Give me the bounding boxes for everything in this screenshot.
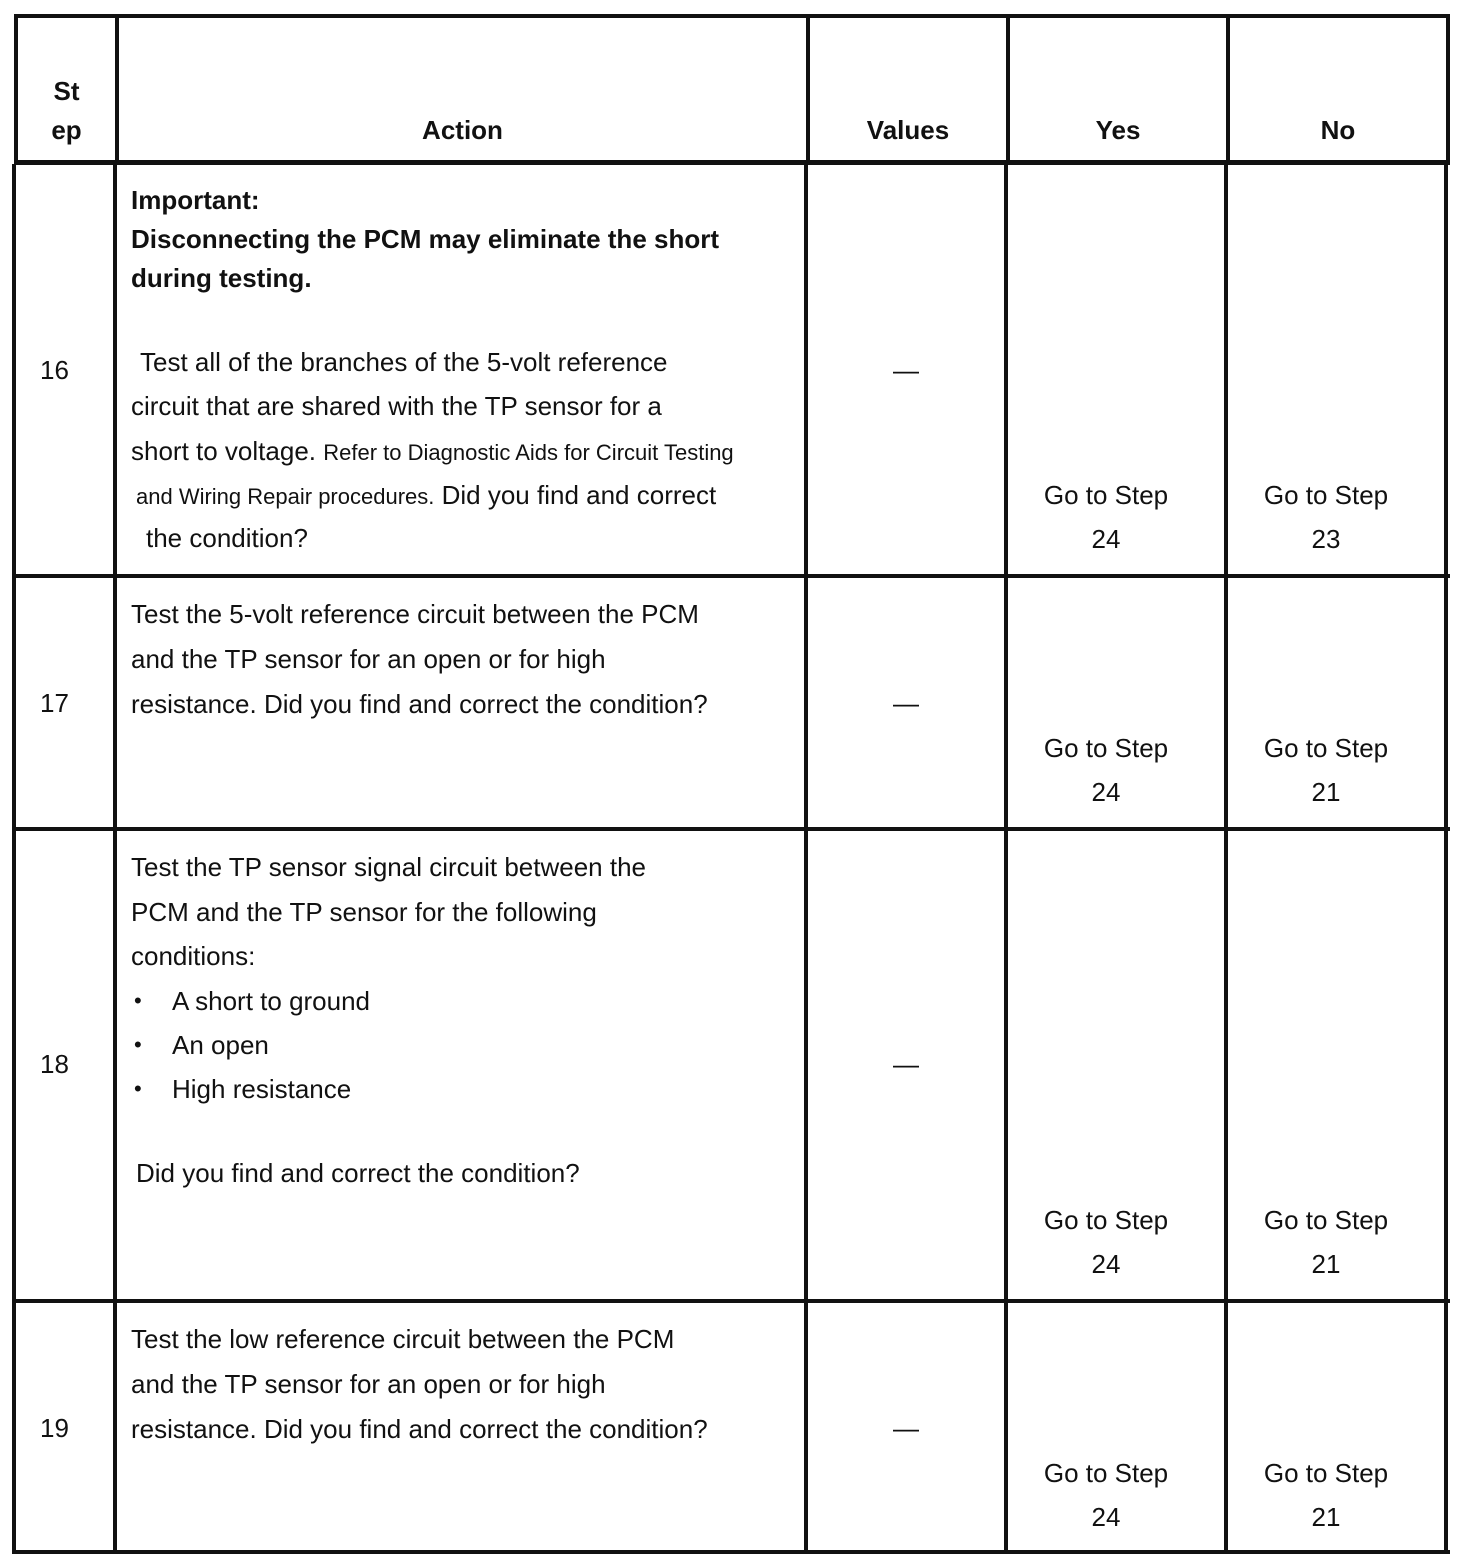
- action-text-line: Test the low reference circuit between the PCM: [131, 1324, 675, 1354]
- action-text-segment: Did you find and correct: [441, 480, 717, 510]
- action-text-line: the condition?: [146, 523, 308, 553]
- step-number: 18: [40, 1049, 69, 1079]
- bullet-marker: •: [134, 1032, 142, 1057]
- value-dash: —: [893, 1049, 919, 1079]
- value-dash: —: [893, 355, 919, 385]
- bullet-item: An open: [172, 1030, 269, 1060]
- no-step-number: 21: [1311, 777, 1341, 807]
- action-question: Did you find and correct the condition?: [136, 1158, 580, 1188]
- row-divider: [12, 827, 1450, 831]
- no-step-number: 21: [1311, 1502, 1341, 1532]
- header-step-line2: ep: [51, 115, 82, 145]
- column-divider: [113, 164, 117, 1554]
- action-text-line: resistance. Did you find and correct the condition?: [131, 689, 708, 719]
- yes-goto-step: Go to Step: [1043, 480, 1169, 510]
- yes-goto-step: Go to Step: [1043, 733, 1169, 763]
- action-text-line: and the TP sensor for an open or for high: [131, 644, 606, 674]
- no-step-number: 23: [1311, 524, 1341, 554]
- action-text-line: conditions:: [131, 941, 256, 971]
- header-no: No: [1320, 115, 1356, 145]
- important-text-line: Disconnecting the PCM may eliminate the short: [131, 224, 719, 254]
- important-text-line: during testing.: [131, 263, 312, 293]
- header-yes: Yes: [1095, 115, 1141, 145]
- action-text-line: [136, 482, 716, 508]
- action-text-line: Test the TP sensor signal circuit between the: [131, 852, 646, 882]
- action-text-line: resistance. Did you find and correct the condition?: [131, 1414, 708, 1444]
- header-values: Values: [866, 115, 950, 145]
- yes-goto-step: Go to Step: [1043, 1458, 1169, 1488]
- step-number: 16: [40, 355, 69, 385]
- row-divider: [12, 1299, 1450, 1303]
- wiring-repair-reference: and Wiring Repair procedures.: [136, 484, 435, 509]
- header-step-line1: St: [53, 76, 80, 106]
- column-divider: [1004, 164, 1008, 1554]
- table-bottom-border: [12, 1550, 1450, 1554]
- yes-step-number: 24: [1091, 1502, 1121, 1532]
- no-step-number: 21: [1311, 1249, 1341, 1279]
- action-text-line: Test all of the branches of the 5-volt reference: [140, 347, 668, 377]
- yes-step-number: 24: [1091, 524, 1121, 554]
- action-text-line: PCM and the TP sensor for the following: [131, 897, 597, 927]
- action-text-segment: short to voltage.: [131, 436, 316, 466]
- row-divider: [12, 574, 1450, 578]
- header-action: Action: [422, 115, 503, 145]
- step-number: 17: [40, 688, 69, 718]
- step-number: 19: [40, 1413, 69, 1443]
- column-divider: [12, 164, 16, 1554]
- column-divider: [1224, 164, 1228, 1554]
- diagnostic-aids-reference: Refer to Diagnostic Aids for Circuit Testing: [323, 440, 734, 465]
- header-bottom-border: [14, 160, 1450, 165]
- yes-goto-step: Go to Step: [1043, 1205, 1169, 1235]
- important-label: Important:: [131, 185, 260, 215]
- yes-step-number: 24: [1091, 777, 1121, 807]
- action-text-line: Test the 5-volt reference circuit between the PCM: [131, 599, 699, 629]
- bullet-item: A short to ground: [172, 986, 371, 1016]
- value-dash: —: [893, 1413, 919, 1443]
- bullet-marker: •: [134, 1076, 142, 1101]
- column-divider: [1444, 164, 1448, 1554]
- value-dash: —: [893, 688, 919, 718]
- bullet-marker: •: [134, 988, 142, 1013]
- yes-step-number: 24: [1091, 1249, 1121, 1279]
- no-goto-step: Go to Step: [1263, 1458, 1389, 1488]
- no-goto-step: Go to Step: [1263, 480, 1389, 510]
- no-goto-step: Go to Step: [1263, 733, 1389, 763]
- action-text-line: and the TP sensor for an open or for high: [131, 1369, 606, 1399]
- action-text-line: [131, 438, 734, 464]
- action-text-line: circuit that are shared with the TP sensor for a: [131, 391, 662, 421]
- table-top-border: [14, 14, 1450, 18]
- bullet-item: High resistance: [172, 1074, 352, 1104]
- no-goto-step: Go to Step: [1263, 1205, 1389, 1235]
- column-divider: [1446, 14, 1450, 164]
